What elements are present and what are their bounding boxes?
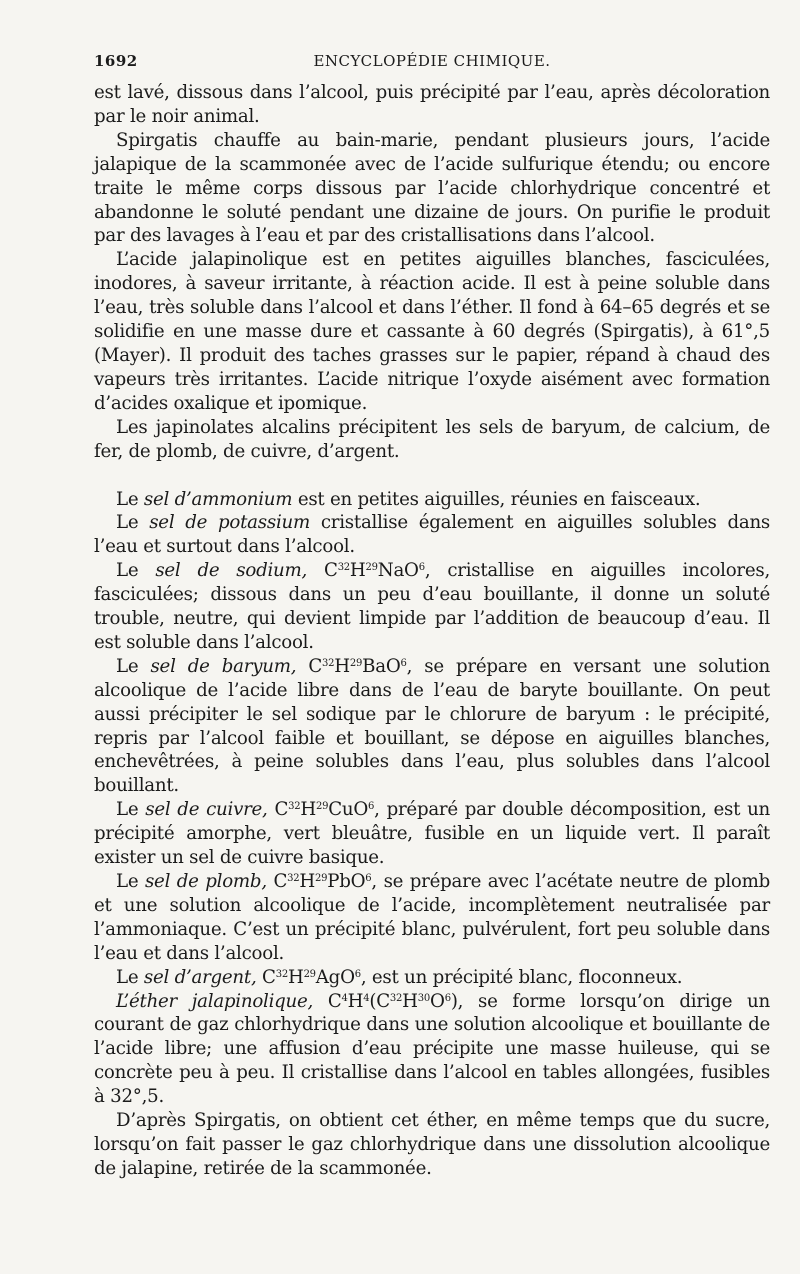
page-header [94, 52, 770, 76]
text: Le [116, 488, 144, 510]
paragraph-potassium-salt [94, 511, 770, 559]
paragraph: Spirgatis chauffe au bain-marie, pendant plusieurs jours, l’acide jalapique de la scammonée avec de l’acide sulfurique étendu; ou encore traite le même corps dissous par l’acide chlorhydrique concentré et abandonne le soluté pendant une dizaine de jours. On purifie le produit par des lavages à l’eau et par des cristallisations dans l’alcool. [94, 129, 770, 247]
text: Le [116, 966, 144, 988]
text: , se prépare en versant une solution alcoolique de l’acide libre dans de l’eau de baryte bouillante. On peut aussi précipiter le sel sodique par le chlorure de baryum : le précipité, repris par l’alcool faible et bouillant, se dépose en aiguilles blanches, enchevêtrées, à peine solubles dans l’eau, plus solubles dans l’alcool bouillant. [94, 655, 770, 797]
formula: $C^{32}H^{29}NaO^6$ [307, 560, 425, 582]
paragraph: Les japinolates alcalins précipitent les sels de baryum, de calcium, de fer, de plomb, de cuivre, d’argent. [94, 416, 770, 462]
text: Le [116, 560, 156, 582]
formula: $C^{32}H^{29}BaO^6$ [296, 655, 407, 677]
text: Le [116, 871, 145, 892]
paragraph-barium-salt [94, 655, 770, 798]
formula: $C^{32}H^{29}AgO^6$ [256, 966, 361, 988]
text: Le [116, 655, 151, 677]
formula: $C^{32}H^{29}PbO^6$ [266, 871, 372, 892]
text: , est un précipité blanc, floconneux. [360, 966, 683, 988]
text: Le [116, 512, 150, 534]
term-italic: sel d’argent, [143, 966, 257, 988]
paragraph: L’acide jalapinolique est en petites aiguilles blanches, fasciculées, inodores, à saveur irritante, à réaction acide. Il est à peine soluble dans l’eau, très soluble dans l’alcool et dans l’éther. Il fond à 64–65 degrés et se solidifie en une masse dure et cassante à 60 degrés (Spirgatis), à 61°,5 (Mayer). Il produit des taches grasses sur le papier, répand à chaud des vapeurs très irritantes. L’acide nitrique l’oxyde aisément avec formation d’acides oxalique et ipomique. [94, 249, 770, 414]
text: , se prépare avec l’acétate neutre de plomb et une solution alcoolique de l’acide, incomplètement neutralisée par l’ammoniaque. C’est un précipité blanc, pulvérulent, fort peu soluble dans l’eau et dans l’alcool. [94, 871, 771, 964]
paragraph: D’après Spirgatis, on obtient cet éther, en même temps que du sucre, lorsqu’on fait passer le gaz chlorhydrique dans une dissolution alcoolique de jalapine, retirée de la scammonée. [94, 1110, 770, 1179]
formula: $C^{32}H^{29}CuO^6$ [267, 799, 375, 821]
paragraph-sodium-salt [94, 559, 770, 655]
text: Le [116, 799, 146, 821]
text: , préparé par double décomposition, est un précipité amorphe, vert bleuâtre, fusible en un liquide vert. Il paraît exister un sel de cuivre basique. [94, 799, 771, 869]
paragraph-jalapinolic-ether [94, 990, 770, 1110]
page-number: 1692 [94, 52, 138, 70]
term-italic: sel d’ammonium [143, 488, 293, 510]
term-italic: sel de sodium, [155, 560, 308, 582]
term-italic: sel de potassium [149, 512, 310, 534]
text: cristallise également en aiguilles solubles dans l’eau et surtout dans l’alcool. [94, 512, 770, 558]
paragraph-silver-salt [94, 966, 770, 990]
paragraph-lead-salt [94, 870, 770, 966]
text: , cristallise en aiguilles incolores, fasciculées; dissous dans un peu d’eau bouillante, il donne un soluté trouble, neutre, qui devient limpide par l’addition de beaucoup d’eau. Il est soluble dans l’alcool. [94, 560, 770, 653]
body-text [94, 81, 770, 1181]
term-italic: sel de baryum, [150, 655, 297, 677]
paragraph-copper-salt [94, 798, 770, 870]
term-italic: sel de cuivre, [145, 799, 268, 821]
paragraph: est lavé, dissous dans l’alcool, puis précipité par l’eau, après décoloration par le noir animal. [94, 82, 770, 127]
term-italic: sel de plomb, [144, 871, 267, 892]
running-title: ENCYCLOPÉDIE CHIMIQUE. [313, 52, 551, 70]
term-italic: L’éther jalapinolique, [116, 990, 314, 1012]
formula: $C^4H^4(C^{32}H^{30}O^6)$ [313, 990, 458, 1012]
text: , se forme lorsqu’on dirige un courant de gaz chlorhydrique dans une solution alcoolique et bouillante de l’acide libre; une affusion d’eau précipite une masse huileuse, qui se concrète peu à peu. Il cristallise dans l’alcool en tables allongées, fusibles à 32°,5. [94, 990, 770, 1108]
paragraph-ammonium-salt [94, 488, 770, 512]
text: est en petites aiguilles, réunies en faisceaux. [292, 488, 701, 510]
